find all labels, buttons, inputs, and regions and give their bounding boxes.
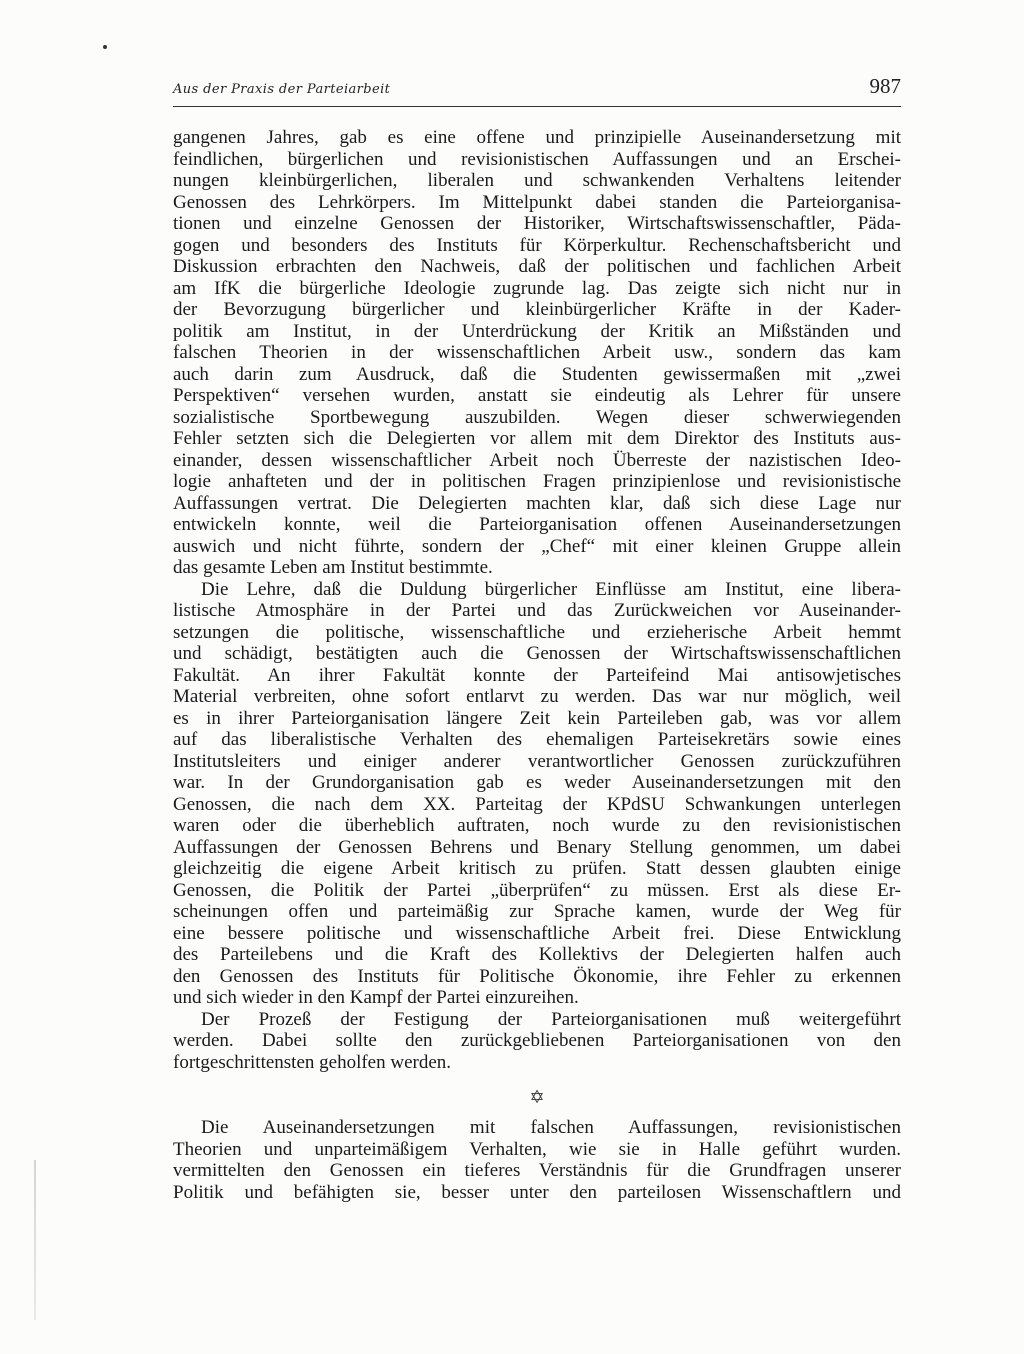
text-line: Fakultät. An ihrer Fakultät konnte der Parteifeind Mai antisowjetisches: [173, 664, 901, 686]
text-line: auch darin zum Ausdruck, daß die Studenten gewissermaßen mit „zwei: [173, 363, 901, 385]
text-line: setzungen die politische, wissenschaftliche und erzieherische Arbeit hemmt: [173, 621, 901, 643]
running-head: Aus der Praxis der Parteiarbeit: [173, 82, 391, 97]
text-line: waren oder die überheblich auftraten, noch wurde zu den revisionistischen: [173, 815, 901, 836]
body-text: [173, 127, 901, 1203]
text-line: Diskussion erbrachten den Nachweis, daß der politischen und fachlichen Arbeit: [173, 256, 901, 277]
text-line: scheinungen offen und parteimäßig zur Sprache kamen, wurde der Weg für: [173, 901, 901, 922]
text-line: Politik und befähigten sie, besser unter den parteilosen Wissenschaftlern und: [173, 1181, 901, 1203]
text-line: und sich wieder in den Kampf der Partei einzureihen.: [173, 987, 579, 1008]
text-line: gangenen Jahres, gab es eine offene und prinzipielle Auseinandersetzung mit: [173, 127, 901, 148]
section-separator-star-icon: ✡: [529, 1087, 545, 1108]
text-line: vermittelten den Genossen ein tieferes Verständnis für die Grundfragen unserer: [173, 1160, 901, 1181]
text-line: logie anhafteten und der in politischen Fragen prinzipienlose und revisionistische: [173, 471, 901, 492]
text-line: und schädigt, bestätigten auch die Genossen der Wirtschaftswissenschaftlichen: [173, 643, 901, 664]
text-line: der Bevorzugung bürgerlicher und kleinbürgerlicher Kräfte in der Kader-: [173, 299, 901, 320]
text-line: tionen und einzelne Genossen der Historiker, Wirtschaftswissenschaftler, Päda-: [173, 213, 901, 234]
text-line: Perspektiven“ versehen wurden, anstatt sie eindeutig als Lehrer für unsere: [173, 385, 901, 406]
paragraph-1: [173, 127, 901, 579]
text-line: des Parteilebens und die Kraft des Kollektivs der Delegierten halfen auch: [173, 944, 901, 965]
text-line: Theorien und unparteimäßigem Verhalten, wie sie in Halle geführt wurden.: [173, 1138, 901, 1160]
text-line: einander, dessen wissenschaftlicher Arbeit noch Überreste der nazistischen Ideo-: [173, 449, 901, 471]
text-line: listische Atmosphäre in der Partei und das Zurückweichen vor Auseinander-: [173, 600, 901, 621]
text-line: Auffassungen der Genossen Behrens und Benary Stellung genommen, um dabei: [173, 836, 901, 858]
text-line: Fehler setzten sich die Delegierten vor allem mit dem Direktor des Instituts aus-: [173, 428, 901, 449]
text-line: war. In der Grundorganisation gab es weder Auseinandersetzungen mit den: [173, 772, 901, 793]
page-speck: [103, 45, 107, 49]
text-line: politik am Institut, in der Unterdrückung der Kritik an Mißständen und: [173, 320, 901, 342]
text-line: Die Lehre, daß die Duldung bürgerlicher Einflüsse am Institut, eine libera-: [201, 578, 901, 600]
paragraph-4: [173, 1117, 901, 1203]
text-line: feindlichen, bürgerlichen und revisionistischen Auffassungen und an Erschei-: [173, 148, 901, 170]
header-rule: [173, 106, 901, 107]
text-line: sozialistische Sportbewegung auszubilden. Wegen dieser schwerwiegenden: [173, 406, 901, 428]
text-line: Genossen des Lehrkörpers. Im Mittelpunkt dabei standen die Parteiorganisa-: [173, 191, 901, 213]
text-line: Auffassungen vertrat. Die Delegierten machten klar, daß sich diese Lage nur: [173, 492, 901, 514]
text-line: den Genossen des Instituts für Politische Ökonomie, ihre Fehler zu erkennen: [173, 965, 901, 987]
text-line: werden. Dabei sollte den zurückgebliebenen Parteiorganisationen von den: [173, 1030, 901, 1051]
paragraph-2: [173, 579, 901, 1009]
text-line: Genossen, die nach dem XX. Parteitag der KPdSU Schwankungen unterlegen: [173, 793, 901, 815]
text-line: falschen Theorien in der wissenschaftlichen Arbeit usw., sondern das kam: [173, 342, 901, 363]
text-line: gogen und besonders des Instituts für Körperkultur. Rechenschaftsbericht und: [173, 234, 901, 256]
page-number: 987: [869, 74, 901, 98]
text-line: am IfK die bürgerliche Ideologie zugrunde lag. Das zeigte sich nicht nur in: [173, 277, 901, 299]
text-line: Die Auseinandersetzungen mit falschen Auffassungen, revisionistischen: [201, 1117, 901, 1138]
text-line: Der Prozeß der Festigung der Parteiorganisationen muß weitergeführt: [201, 1008, 901, 1030]
text-line: Genossen, die Politik der Partei „überprüfen“ zu müssen. Erst als diese Er-: [173, 879, 901, 901]
text-line: auf das liberalistische Verhalten des ehemaligen Parteisekretärs sowie eines: [173, 729, 901, 750]
text-line: fortgeschrittensten geholfen werden.: [173, 1051, 452, 1073]
text-line: das gesamte Leben am Institut bestimmte.: [173, 557, 493, 578]
text-line: Material verbreiten, ohne sofort entlarvt zu werden. Das war nur möglich, weil: [173, 686, 901, 707]
page-header: [173, 70, 901, 110]
text-line: entwickeln konnte, weil die Parteiorganisation offenen Auseinandersetzungen: [173, 514, 901, 535]
text-line: gleichzeitig die eigene Arbeit kritisch zu prüfen. Statt dessen glaubten einige: [173, 858, 901, 879]
text-line: Institutsleiters und einiger anderer verantwortlicher Genossen zurückzuführen: [173, 750, 901, 772]
text-line: es in ihrer Parteiorganisation längere Zeit kein Parteileben gab, was vor allem: [173, 707, 901, 729]
text-line: eine bessere politische und wissenschaftliche Arbeit frei. Diese Entwicklung: [173, 922, 901, 944]
text-line: auswich und nicht führte, sondern der „Chef“ mit einer kleinen Gruppe allein: [173, 535, 901, 557]
text-line: nungen kleinbürgerlichen, liberalen und schwankenden Verhaltens leitender: [173, 170, 901, 191]
scan-edge-mark: [34, 1160, 36, 1320]
paragraph-3: [173, 1009, 901, 1074]
